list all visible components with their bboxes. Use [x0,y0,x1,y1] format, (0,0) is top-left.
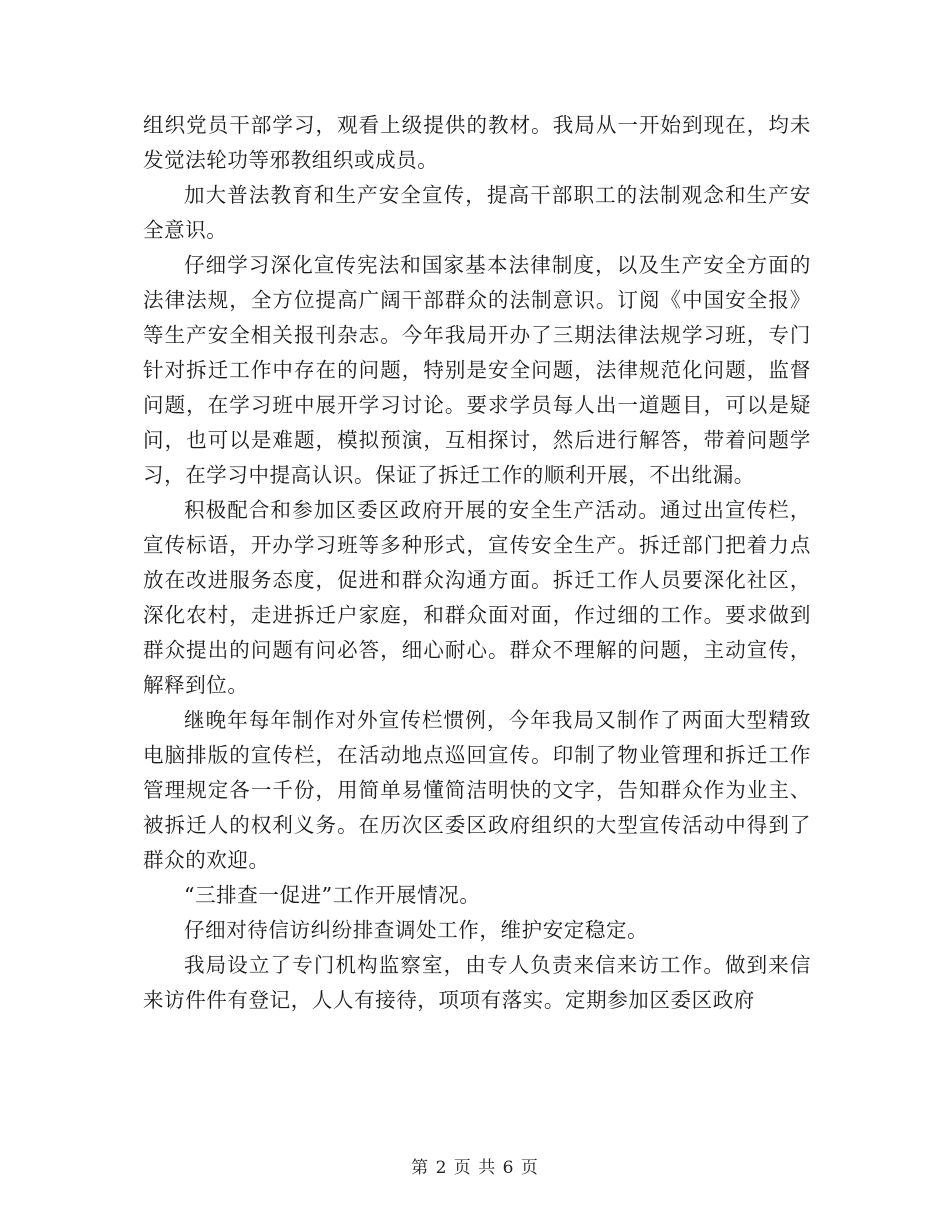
paragraph-8: 我局设立了专门机构监察室，由专人负责来信来访工作。做到来信来访件件有登记，人人有接待，项项有落实。定期参加区委区政府 [143,953,811,1012]
document-body [143,108,811,1018]
paragraph-3: 仔细学习深化宣传宪法和国家基本法律制度，以及生产安全方面的法律法规，全方位提高广阔干部群众的法制意识。订阅《中国安全报》等生产安全相关报刊杂志。今年我局开办了三期法律法规学习班，专门针对拆迁工作中存在的问题，特别是安全问题，法律规范化问题，监督问题，在学习班中展开学习讨论。要求学员每人出一道题目，可以是疑问，也可以是难题，模拟预演，互相探讨，然后进行解答，带着问题学习，在学习中提高认识。保证了拆迁工作的顺利开展，不出纰漏。 [143,253,811,487]
page-number-footer: 第 2 页 共 6 页 [411,1158,539,1178]
paragraph-4: 积极配合和参加区委区政府开展的安全生产活动。通过出宣传栏，宣传标语，开办学习班等多种形式，宣传安全生产。拆迁部门把着力点放在改进服务态度，促进和群众沟通方面。拆迁工作人员要深化社区，深化农村，走进拆迁户家庭，和群众面对面，作过细的工作。要求做到群众提出的问题有问必答，细心耐心。群众不理解的问题，主动宣传，解释到位。 [143,498,811,697]
paragraph-1: 组织党员干部学习，观看上级提供的教材。我局从一开始到现在，均未发觉法轮功等邪教组织或成员。 [143,113,811,172]
paragraph-2: 加大普法教育和生产安全宣传，提高干部职工的法制观念和生产安全意识。 [143,183,811,242]
paragraph-7-heading: 仔细对待信访纠纷排查调处工作，维护安定稳定。 [184,918,649,942]
paragraph-5: 继晚年每年制作对外宣传栏惯例，今年我局又制作了两面大型精致电脑排版的宣传栏，在活动地点巡回宣传。印制了物业管理和拆迁工作管理规定各一千份，用简单易懂简洁明快的文字，告知群众作为业主、被拆迁人的权利义务。在历次区委区政府组织的大型宣传活动中得到了群众的欢迎。 [143,708,811,872]
paragraph-6-heading: “三排查一促进”工作开展情况。 [184,883,481,907]
